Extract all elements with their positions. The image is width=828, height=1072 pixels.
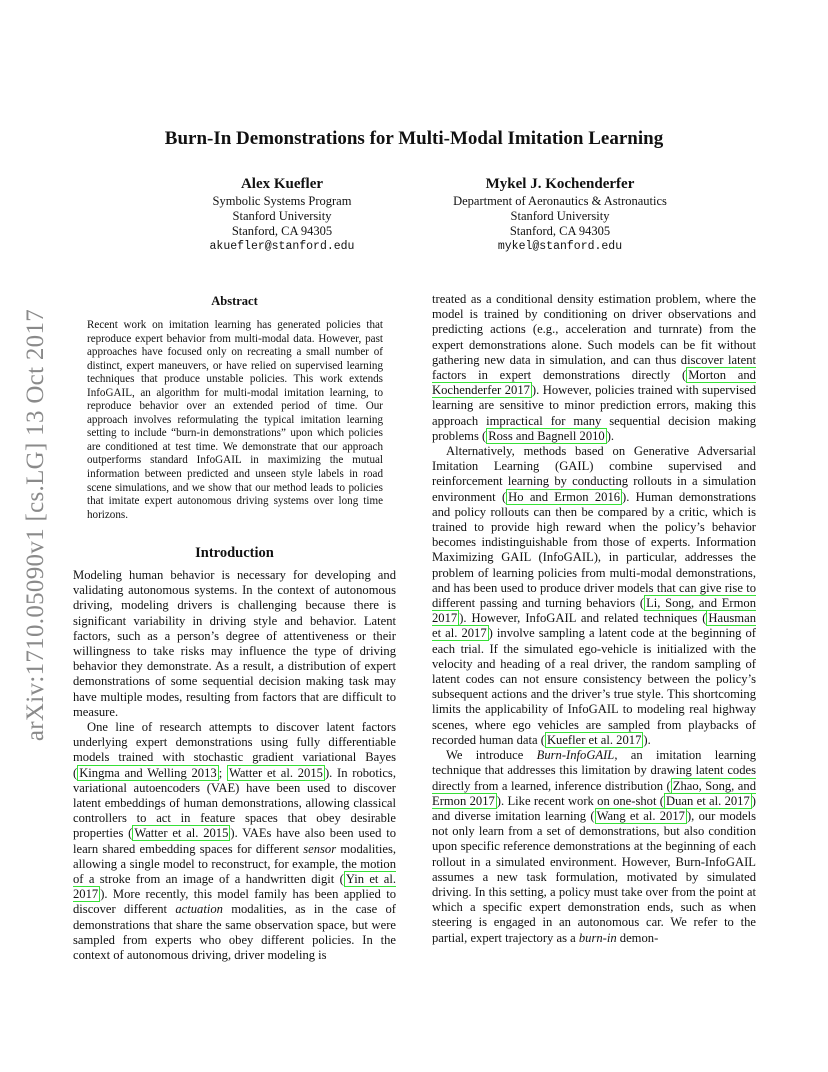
citation-link[interactable]: Yin et al. 2017: [73, 872, 396, 902]
citation-link[interactable]: Morton and Kochenderfer 2017: [432, 368, 756, 398]
citation-link[interactable]: Ho and Ermon 2016: [508, 489, 621, 504]
right-column: [432, 292, 756, 946]
author-affiliation: Department of Aeronautics & Astronautics: [453, 194, 667, 208]
citation-link[interactable]: Hausman et al. 2017: [432, 611, 756, 641]
intro-paragraph-2: One line of research attempts to discover latent factors underlying expert demonstrations using fully differentiable models trained with stochastic gradient variational Bayes ( Kingma and Welling 2013 ; Watter et al. 2015 ). In robotics, variational autoencoders (VAE) have been used to discover latent embeddings of human demonstrations, allowing classical controllers to act in feature spaces that obey desirable properties ( Watter et al. 2015 ). VAEs have also been used to learn shared embedding spaces for different sensor modalities, allowing a single model to reconstruct, for example, the motion of a stroke from an image of a handwritten digit ( Yin et al. 2017 ). More recently, this model family has been applied to discover different actuation modalities, as in the case of demonstrations that share the same observation space, but were sampled from experts who obey different policies. In the context of autonomous driving, driver modeling is: [73, 720, 396, 963]
author-location: Stanford, CA 94305: [509, 224, 611, 238]
citation-link[interactable]: Zhao, Song, and Ermon 2017: [432, 778, 756, 808]
paper-title: Burn-In Demonstrations for Multi-Modal Imitation Learning: [164, 128, 664, 149]
author-name: Mykel J. Kochenderfer: [485, 176, 635, 192]
citation-link[interactable]: Watter et al. 2015: [228, 765, 323, 780]
citation-link[interactable]: Duan et al. 2017: [666, 793, 750, 808]
introduction-heading: Introduction: [195, 545, 274, 561]
citation-link[interactable]: Li, Song, and Ermon 2017: [432, 596, 756, 626]
author-block-1: [172, 175, 392, 254]
intro-paragraph-1: Modeling human behavior is necessary for developing and validating autonomous systems. In the context of autonomous driving, modeling drivers is challenging because there is significant variability in driving style and behavior. Latent factors, such as a person’s degree of attentiveness or their willingness to take risks may influence the type of driving behavior they demonstrate. As a result, a distribution of expert demonstrations of some sequential decision making task may have multiple modes, resulting from factors that are difficult to measure.: [73, 568, 396, 719]
abstract-heading: Abstract: [211, 294, 258, 308]
author-institution: Stanford University: [232, 209, 332, 223]
author-block-2: [430, 175, 690, 254]
intro-paragraph-3: treated as a conditional density estimation problem, where the model is trained by conditioning on driver observations and predicting actions (e.g., acceleration and turnrate) from the expert demonstrations alone. Such models can be fit without gathering new data in simulation, and can thus discover latent factors in expert demonstrations directly ( Morton and Kochenderfer 2017 ). However, policies trained with supervised learning are sensitive to minor prediction errors, making this approach impractical for many sequential decision making problems ( Ross and Bagnell 2010 ).: [432, 292, 756, 443]
left-column: [73, 568, 396, 963]
intro-paragraph-5: We introduce Burn-InfoGAIL, an imitation learning technique that addresses this limitation by drawing latent codes directly from a learned, inference distribution ( Zhao, Song, and Ermon 2017 ). Like recent work on one-shot ( Duan et al. 2017 ) and diverse imitation learning ( Wang et al. 2017 ), our models not only learn from a set of demonstrations, but also condition upon specific reference demonstrations at the beginning of each rollout in a simulated environment. However, Burn-InfoGAIL assumes a new task formulation, motivated by simulated driving. In this setting, a policy must take over from the point at which a specific expert demonstration ends, such as when steering is engaged in an autonomous car. We refer to the partial, expert trajectory as a burn-in demon-: [432, 748, 757, 945]
author-email: akuefler@stanford.edu: [209, 240, 355, 253]
author-name: Alex Kuefler: [240, 176, 324, 192]
citation-link[interactable]: Kingma and Welling 2013: [79, 765, 217, 780]
author-email: mykel@stanford.edu: [497, 240, 623, 253]
arxiv-identifier-text: arXiv:1710.05090v1 [cs.LG] 13 Oct 2017: [22, 308, 49, 742]
citation-link[interactable]: Wang et al. 2017: [596, 808, 685, 823]
author-institution: Stanford University: [510, 209, 610, 223]
citation-link[interactable]: Ross and Bagnell 2010: [488, 428, 605, 443]
intro-paragraph-4: Alternatively, methods based on Generative Adversarial Imitation Learning (GAIL) combine supervised and reinforcement learning by conducting rollouts in a simulation environment ( Ho and Ermon 2016 ). Human demonstrations and policy rollouts can then be compared by a critic, which is trained to provide high reward when the policy’s behavior becomes indistinguishable from those of experts. Information Maximizing GAIL (InfoGAIL), in particular, addresses the problem of learning policies from multi-modal demonstrations, and has been used to produce driver models that can give rise to different passing and turning behaviors ( Li, Song, and Ermon 2017 ). However, InfoGAIL and related techniques ( Hausman et al. 2017 ) involve sampling a latent code at the beginning of each trial. If the simulated ego-vehicle is initialized with the velocity and heading of a real driver, the random sampling of latent codes can not ensure consistency between the policy’s subsequent actions and the driver’s true style. This shortcoming limits the applicability of InfoGAIL to modeling real highway scenes, where ego vehicles are sampled from playbacks of recorded human data ( Kuefler et al. 2017 ).: [432, 444, 756, 747]
author-affiliation: Symbolic Systems Program: [212, 194, 352, 208]
abstract-body: Recent work on imitation learning has generated policies that reproduce expert behavior from multi-modal data. However, past approaches have focused only on recreating a small number of distinct, expert maneuvers, or have relied on supervised learning techniques that produce unstable policies. This work extends InfoGAIL, an algorithm for multi-modal imitation learning, to reproduce behavior over an extended period of time. Our approach involves reformulating the typical imitation learning setting to include “burn-in demonstrations” upon which policies are conditioned at test time. We demonstrate that our approach outperforms standard InfoGAIL in maximizing the mutual information between predicted and unseen style labels in road scene simulations, and we show that our method leads to policies that imitate expert autonomous driving systems over long time horizons.: [87, 319, 383, 521]
arxiv-identifier: [20, 290, 52, 760]
author-location: Stanford, CA 94305: [231, 224, 333, 238]
citation-link[interactable]: Kuefler et al. 2017: [546, 732, 642, 747]
citation-link[interactable]: Watter et al. 2015: [134, 826, 229, 841]
